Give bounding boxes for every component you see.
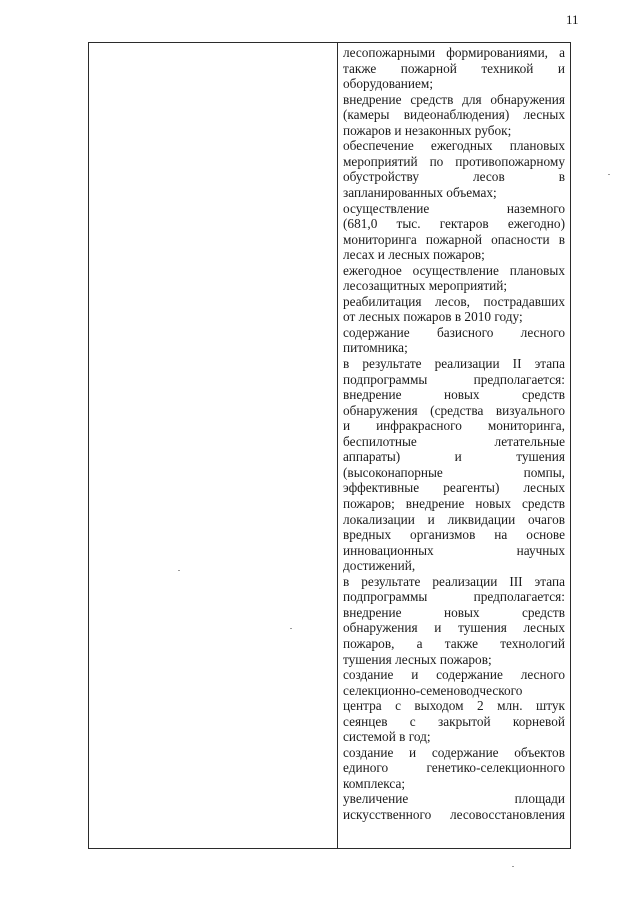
scan-speck <box>178 570 180 571</box>
text-line: создание и содержание объектов <box>343 744 565 760</box>
text-line: эффективные реагенты) лесных <box>343 480 565 496</box>
text-line: тушения лесных пожаров; <box>343 651 492 667</box>
text-line: в результате реализации II этапа <box>343 356 565 371</box>
text-line: (681,0 тыс. гектаров ежегодно) <box>343 216 565 232</box>
text-line: системой в год; <box>343 729 431 745</box>
text-line: обнаружения и тушения лесных <box>343 620 565 636</box>
text-line: (высоконапорные помпы, <box>343 464 565 480</box>
text-line: беспилотные летательные <box>343 433 565 449</box>
text-line: в результате реализации III этапа <box>343 573 565 589</box>
text-line: искусственного лесовосстановления <box>343 807 565 822</box>
document-table <box>88 42 571 849</box>
scan-speck <box>290 628 292 629</box>
text-line: вредных организмов на основе <box>343 527 565 543</box>
text-line: лесах и лесных пожаров; <box>343 247 485 263</box>
text-line: пожаров; внедрение новых средств <box>343 496 565 511</box>
text-line: от лесных пожаров в 2010 году; <box>343 309 523 325</box>
text-line: создание и содержание лесного <box>343 667 565 682</box>
text-line: аппараты) и тушения <box>343 449 565 465</box>
text-line: внедрение новых средств <box>343 604 565 620</box>
text-line: оборудованием; <box>343 76 434 92</box>
text-line: мероприятий по противопожарному <box>343 153 565 169</box>
table-left-cell <box>89 43 338 848</box>
text-line: подпрограммы предполагается: <box>343 371 565 387</box>
text-line: центра с выходом 2 млн. штук <box>343 698 565 714</box>
text-line: мониторинга пожарной опасности в <box>343 231 565 247</box>
text-line: и инфракрасного мониторинга, <box>343 418 565 434</box>
text-line: подпрограммы предполагается: <box>343 589 565 605</box>
text-line: ежегодное осуществление плановых <box>343 262 565 278</box>
text-line: запланированных объемах; <box>343 185 497 200</box>
text-line: инновационных научных <box>343 542 565 558</box>
text-line: внедрение средств для обнаружения <box>343 91 565 107</box>
text-line: пожаров, а также технологий <box>343 635 565 651</box>
text-line: реабилитация лесов, пострадавших <box>343 293 565 309</box>
text-line: единого генетико-селекционного <box>343 760 565 776</box>
text-line: обустройству лесов в <box>343 169 565 185</box>
text-line: (камеры видеонаблюдения) лесных <box>343 107 565 123</box>
text-line: увеличение площади <box>343 791 565 807</box>
text-line: сеянцев с закрытой корневой <box>343 713 565 729</box>
text-line: питомника; <box>343 340 408 356</box>
scan-speck <box>512 866 514 867</box>
text-line: пожаров и незаконных рубок; <box>343 122 512 138</box>
text-line: содержание базисного лесного <box>343 324 565 340</box>
page-number: 11 <box>566 12 579 27</box>
text-line: также пожарной техникой и <box>343 60 565 76</box>
text-line: локализации и ликвидации очагов <box>343 511 565 527</box>
text-line: обнаружения (средства визуального <box>343 402 565 418</box>
text-line: внедрение новых средств <box>343 387 565 403</box>
text-line: лесопожарными формированиями, а <box>343 45 565 60</box>
text-line: осуществление наземного <box>343 200 565 216</box>
text-line: лесозащитных мероприятий; <box>343 278 508 294</box>
text-line: обеспечение ежегодных плановых <box>343 138 565 154</box>
text-line: селекционно-семеноводческого <box>343 682 523 698</box>
scan-speck <box>608 174 610 175</box>
text-line: комплекса; <box>343 775 406 791</box>
text-line: достижений, <box>343 558 416 574</box>
table-right-cell <box>338 43 570 848</box>
